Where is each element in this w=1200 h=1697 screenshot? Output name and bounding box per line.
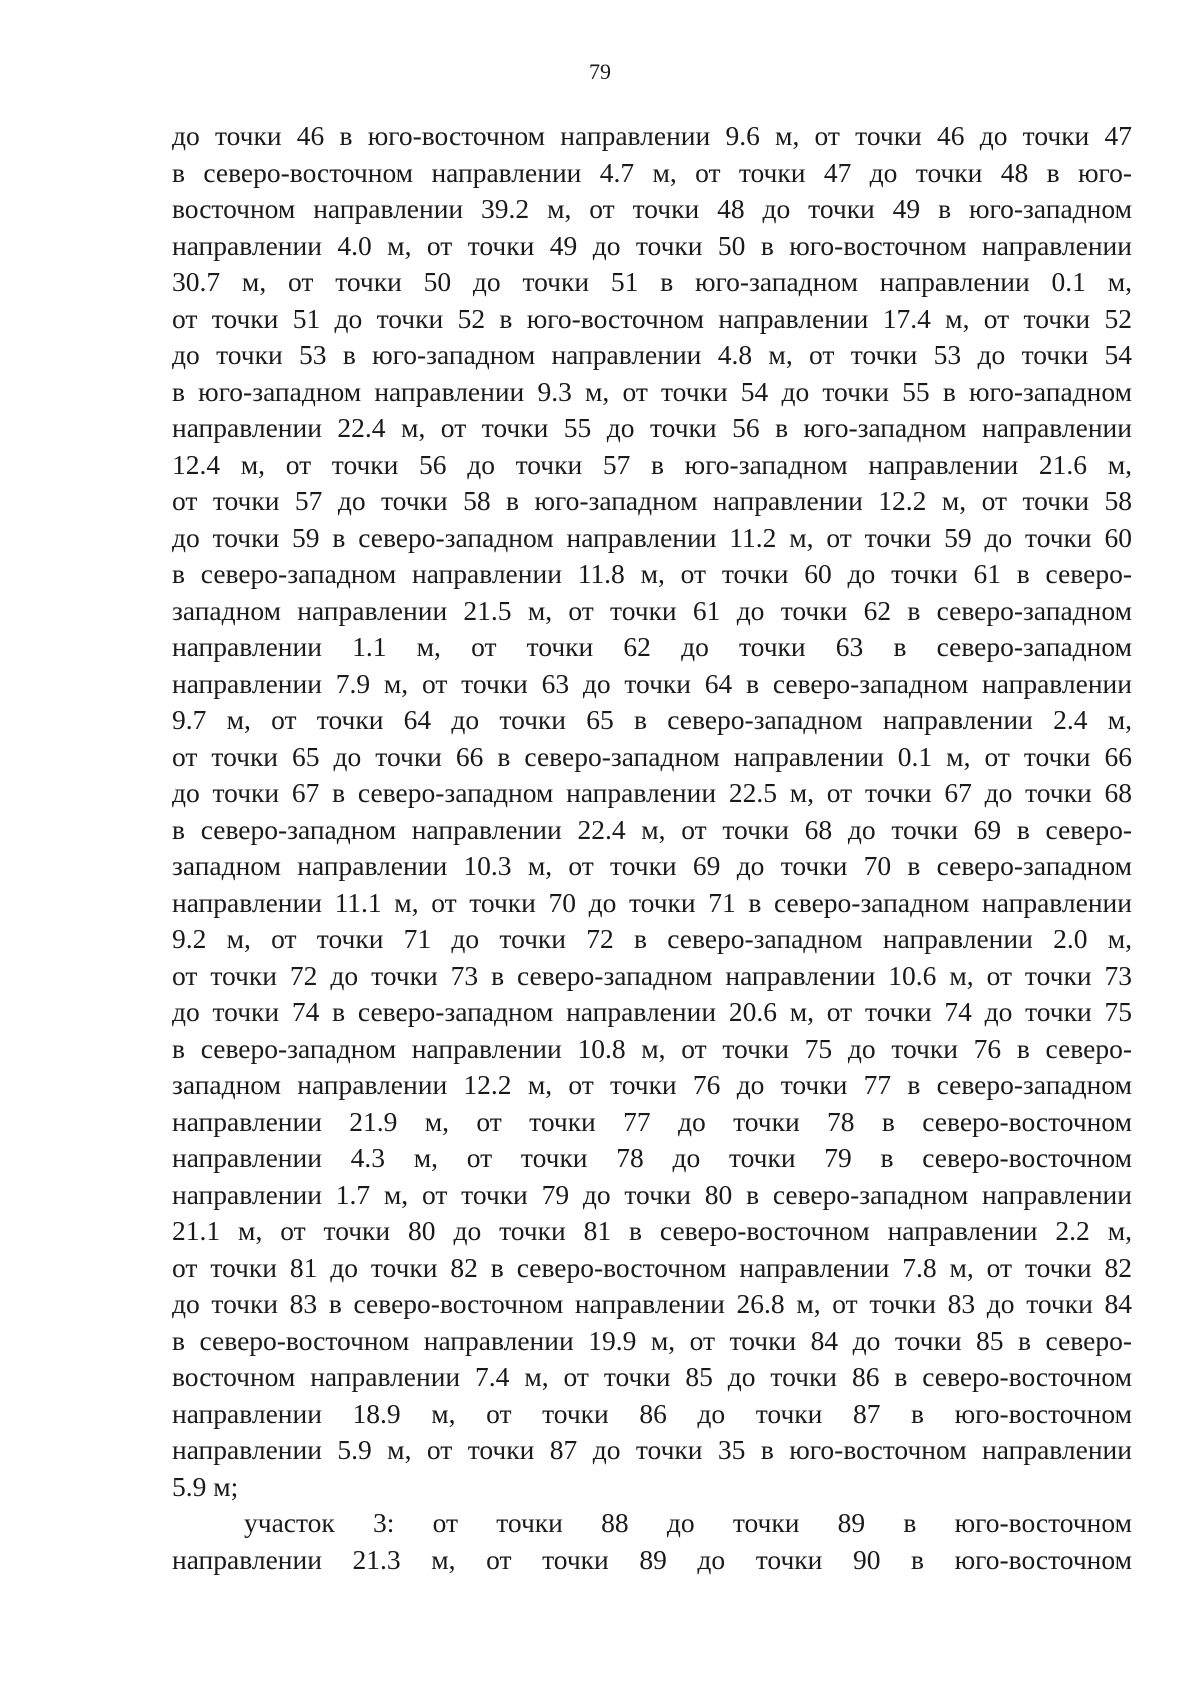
text-line: до точки 67 в северо-западном направлении 22.5 м, от точки 67 до точки 68 [172,777,1132,808]
text-line: 21.1 м, от точки 80 до точки 81 в северо-восточном направлении 2.2 м, [172,1215,1132,1246]
text-line: направлении 5.9 м, от точки 87 до точки 35 в юго-восточном направлении [172,1434,1132,1465]
text-line: направлении 21.9 м, от точки 77 до точки 78 в северо-восточном [172,1105,1132,1137]
text-line: западном направлении 21.5 м, от точки 61 до точки 62 в северо-западном [172,594,1132,626]
text-line: до точки 53 в юго-западном направлении 4.8 м, от точки 53 до точки 54 [172,339,1132,370]
text-line: в северо-восточном направлении 4.7 м, от точки 47 до точки 48 в юго- [172,156,1132,188]
text-line: в северо-западном направлении 22.4 м, от точки 68 до точки 69 в северо- [172,813,1132,845]
text-line: в северо-восточном направлении 19.9 м, от точки 84 до точки 85 в северо- [172,1324,1132,1356]
text-line: западном направлении 10.3 м, от точки 69 до точки 70 в северо-западном [172,850,1132,881]
text-line: 9.7 м, от точки 64 до точки 65 в северо-западном направлении 2.4 м, [172,704,1132,735]
text-line: до точки 46 в юго-восточном направлении 9.6 м, от точки 46 до точки 47 [172,120,1132,151]
text-line: направлении 1.1 м, от точки 62 до точки 63 в северо-западном [172,631,1132,662]
body-text [172,118,1132,1578]
text-line: направлении 22.4 м, от точки 55 до точки 56 в юго-западном направлении [172,412,1132,443]
text-line: до точки 83 в северо-восточном направлении 26.8 м, от точки 83 до точки 84 [172,1288,1132,1319]
text-line: восточном направлении 7.4 м, от точки 85 до точки 86 в северо-восточном [172,1361,1132,1392]
text-line: направлении 11.1 м, от точки 70 до точки 71 в северо-западном направлении [172,886,1132,918]
text-line: в северо-западном направлении 10.8 м, от точки 75 до точки 76 в северо- [172,1032,1132,1064]
text-line: в юго-западном направлении 9.3 м, от точки 54 до точки 55 в юго-западном [172,375,1132,407]
text-line: от точки 72 до точки 73 в северо-западном направлении 10.6 м, от точки 73 [172,959,1132,991]
text-line: 5.9 м; [172,1470,239,1502]
text-line: направлении 7.9 м, от точки 63 до точки 64 в северо-западном направлении [172,667,1132,699]
text-line: от точки 81 до точки 82 в северо-восточном направлении 7.8 м, от точки 82 [172,1251,1132,1283]
text-line: до точки 59 в северо-западном направлении 11.2 м, от точки 59 до точки 60 [172,521,1132,553]
text-line: до точки 74 в северо-западном направлении 20.6 м, от точки 74 до точки 75 [172,996,1132,1027]
text-line: западном направлении 12.2 м, от точки 76 до точки 77 в северо-западном [172,1069,1132,1100]
text-line-paragraph-start: участок 3: от точки 88 до точки 89 в юго-восточном [244,1507,1132,1538]
text-line: восточном направлении 39.2 м, от точки 48 до точки 49 в юго-западном [172,193,1132,224]
text-line: 12.4 м, от точки 56 до точки 57 в юго-западном направлении 21.6 м, [172,448,1132,480]
text-line: 9.2 м, от точки 71 до точки 72 в северо-западном направлении 2.0 м, [172,923,1132,954]
text-line: направлении 4.3 м, от точки 78 до точки 79 в северо-восточном [172,1142,1132,1173]
text-line: направлении 1.7 м, от точки 79 до точки 80 в северо-западном направлении [172,1178,1132,1210]
text-line: от точки 57 до точки 58 в юго-западном направлении 12.2 м, от точки 58 [172,485,1132,516]
text-line: направлении 21.3 м, от точки 89 до точки 90 в юго-восточном [172,1543,1132,1575]
text-line: направлении 18.9 м, от точки 86 до точки 87 в юго-восточном [172,1397,1132,1429]
text-line: от точки 65 до точки 66 в северо-западном направлении 0.1 м, от точки 66 [172,740,1132,772]
page-number: 79 [589,59,611,84]
text-line: от точки 51 до точки 52 в юго-восточном направлении 17.4 м, от точки 52 [172,302,1132,334]
text-line: направлении 4.0 м, от точки 49 до точки 50 в юго-восточном направлении [172,229,1132,261]
text-line: 30.7 м, от точки 50 до точки 51 в юго-западном направлении 0.1 м, [172,266,1132,297]
text-line: в северо-западном направлении 11.8 м, от точки 60 до точки 61 в северо- [172,558,1132,589]
